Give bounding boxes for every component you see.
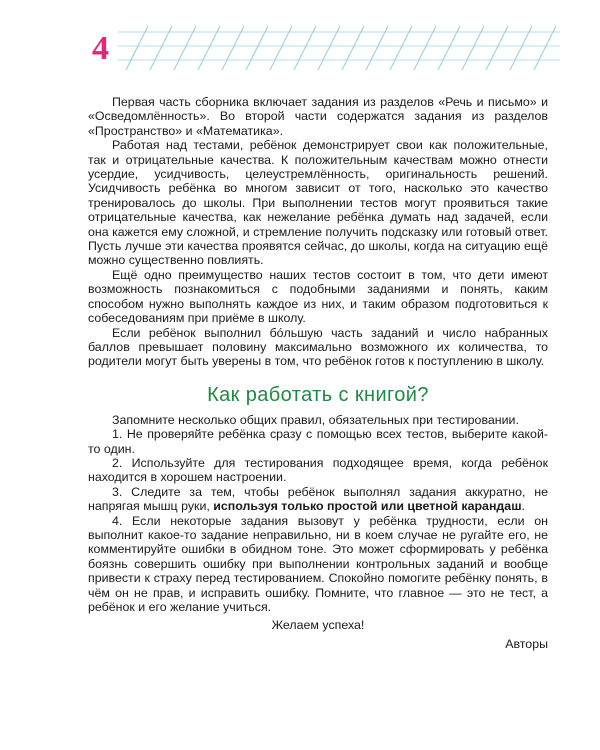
rule-item: 2. Используйте для тестирования подходящее время, когда ребёнок находится в хорошем настроении.	[88, 455, 548, 485]
rules-intro: Запомните несколько общих правил, обязательных при тестировании.	[112, 412, 519, 427]
intro-paragraph: Первая часть сборника включает задания из разделов «Речь и письмо» и «Осведомлённость». Во второй части содержатся задания из разделов «Пространство» и «Математика».	[88, 95, 548, 138]
rule-item: 1. Не проверяйте ребёнка сразу с помощью всех тестов, выберите какой-то один.	[88, 427, 548, 456]
section-title: Как работать с книгой?	[207, 383, 429, 406]
intro-paragraph: Работая над тестами, ребёнок демонстрирует свои как положительные, так и отрицательные качества. К положительным качествам можно отнести усердие, усидчивость, целеустремлённость, оригинальность решений. Усидчивость ребёнка во многом зависит от того, насколько это качество тренировалось до школы. При выполнении тестов могут проявиться такие отрицательные качества, как нежелание ребёнка думать над задачей, если она кажется ему сложной, и стремление получить подсказку или готовый ответ. Пусть лучше эти качества проявятся сейчас, до школы, когда на ситуацию ещё можно существенно повлиять.	[88, 138, 548, 268]
rule-item	[88, 485, 548, 514]
rule-item: 4. Если некоторые задания вызовут у ребёнка трудности, если он выполнит какое-то задание неправильно, ни в коем случае не ругайте его, не комментируйте ошибки в обидном тоне. Это может сформировать у ребёнка боязнь совершить ошибку при выполнении контрольных заданий и вообще привести к страху перед тестированием. Спокойно помогите ребёнку понять, в чём он не прав, и исправить ошибку. Помните, что главное — это не тест, а ребёнок и его желание учиться.	[88, 513, 548, 614]
intro-paragraph: Если ребёнок выполнил бóльшую часть заданий и число набранных баллов превышает половину максимально возможного их количества, то родители могут быть уверены в том, что ребёнок готов к поступлению в школу.	[88, 325, 548, 369]
page-content	[88, 95, 548, 651]
rule-3-text: 3. Следите за тем, чтобы ребёнок выполнял задания аккуратно, не напрягая мышц руки,	[88, 484, 548, 514]
intro-paragraph: Ещё одно преимущество наших тестов состоит в том, что дети имеют возможность познакомиться с подобными заданиями и понять, каким способом нужно выполнять каждое из них, и таким образом подготовиться к собеседованиям при приёме в школу.	[88, 267, 548, 326]
authors-signature: Авторы	[505, 636, 548, 651]
header-copybook-lines	[118, 22, 560, 74]
page-number: 4	[92, 30, 109, 67]
closing-wish: Желаем успеха!	[271, 618, 365, 633]
rule-3-end: .	[521, 499, 525, 514]
rule-3-emphasis: используя только простой или цветной карандаш	[213, 499, 522, 514]
